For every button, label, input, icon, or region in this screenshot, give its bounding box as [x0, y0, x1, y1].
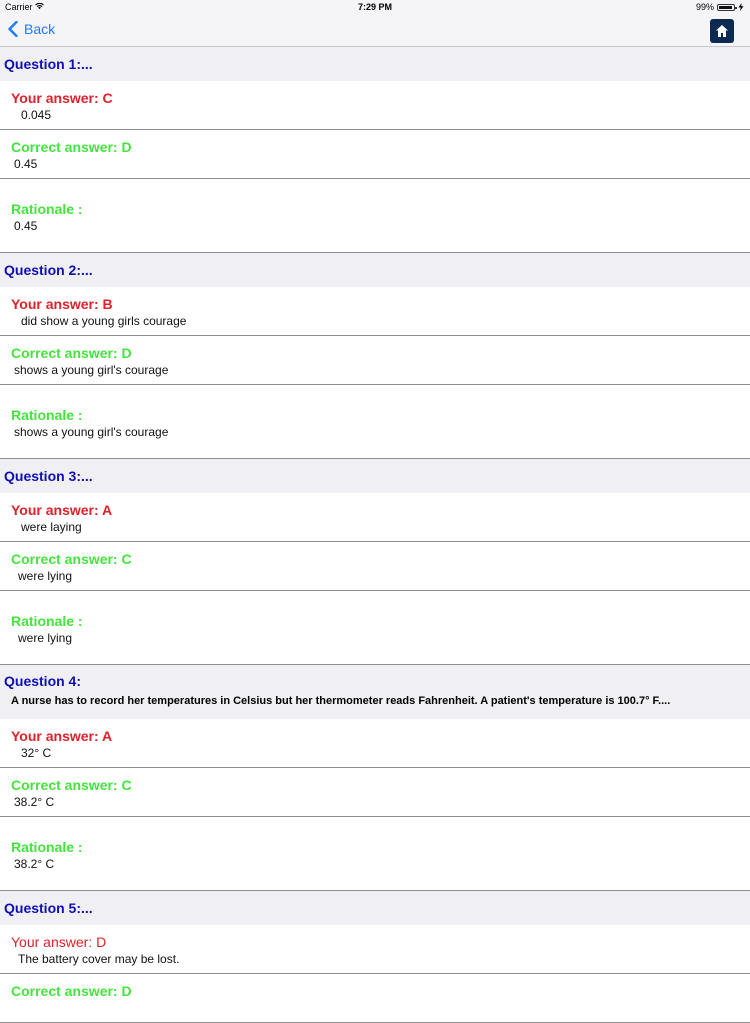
correct-answer-value: 38.2° C	[14, 795, 55, 809]
back-button[interactable]	[8, 21, 55, 37]
correct-answer-label: Correct answer: D	[11, 345, 132, 361]
home-button[interactable]	[710, 19, 734, 43]
back-label: Back	[24, 21, 56, 37]
your-answer-value: The battery cover may be lost.	[18, 952, 180, 966]
your-answer-label: Your answer: C	[11, 90, 113, 106]
rationale-value: 0.45	[14, 219, 38, 233]
your-answer-row	[0, 81, 750, 130]
correct-answer-row	[0, 130, 750, 179]
your-answer-row	[0, 493, 750, 542]
your-answer-row	[0, 719, 750, 768]
rationale-label: Rationale :	[11, 407, 83, 423]
battery-icon	[717, 4, 735, 11]
your-answer-row	[0, 925, 750, 974]
rationale-row	[0, 591, 750, 665]
rationale-row	[0, 179, 750, 253]
rationale-row	[0, 385, 750, 459]
correct-answer-label: Correct answer: C	[11, 777, 132, 793]
navigation-bar	[0, 15, 750, 47]
status-time: 7:29 PM	[357, 2, 392, 12]
your-answer-label: Your answer: A	[11, 502, 113, 518]
rationale-value: 38.2° C	[14, 857, 55, 871]
your-answer-value: did show a young girls courage	[21, 314, 187, 328]
rationale-value: were lying	[18, 631, 73, 645]
question-header: Question 3:...	[0, 459, 750, 493]
question-header: Question 5:...	[0, 891, 750, 925]
status-bar	[0, 0, 750, 15]
correct-answer-label: Correct answer: C	[11, 551, 132, 567]
question-title: Question 4:	[4, 673, 82, 689]
question-header: Question 1:...	[0, 47, 750, 81]
rationale-label: Rationale :	[11, 613, 83, 629]
correct-answer-value: shows a young girl's courage	[14, 363, 169, 377]
home-icon	[715, 24, 729, 38]
correct-answer-label: Correct answer: D	[11, 139, 132, 155]
your-answer-value: 0.045	[21, 108, 52, 122]
correct-answer-row	[0, 542, 750, 591]
rationale-value: shows a young girl's courage	[14, 425, 169, 439]
correct-answer-label: Correct answer: D	[11, 983, 132, 999]
your-answer-value: were laying	[21, 520, 82, 534]
rationale-row	[0, 817, 750, 891]
your-answer-label: Your answer: D	[11, 934, 107, 950]
correct-answer-value: were lying	[18, 569, 73, 583]
battery-percent: 99%	[695, 2, 714, 12]
correct-answer-row	[0, 336, 750, 385]
rationale-label: Rationale :	[11, 839, 83, 855]
correct-answer-row	[0, 974, 750, 1023]
carrier-text: Carrier	[5, 2, 33, 12]
your-answer-value: 32° C	[21, 746, 52, 760]
rationale-label: Rationale :	[11, 201, 83, 217]
your-answer-row	[0, 287, 750, 336]
correct-answer-value: 0.45	[14, 157, 38, 171]
correct-answer-row	[0, 768, 750, 817]
question-header: Question 2:...	[0, 253, 750, 287]
charging-icon	[738, 3, 744, 11]
your-answer-label: Your answer: A	[11, 728, 113, 744]
battery-indicator	[696, 2, 744, 12]
chevron-left-icon	[8, 21, 18, 37]
question-header	[0, 665, 750, 719]
results-list	[0, 47, 750, 1023]
your-answer-label: Your answer: B	[11, 296, 113, 312]
question-prompt: A nurse has to record her temperatures in Celsius but her thermometer reads Fahrenheit. A patient's temperature is 100.7° F....	[11, 695, 671, 707]
